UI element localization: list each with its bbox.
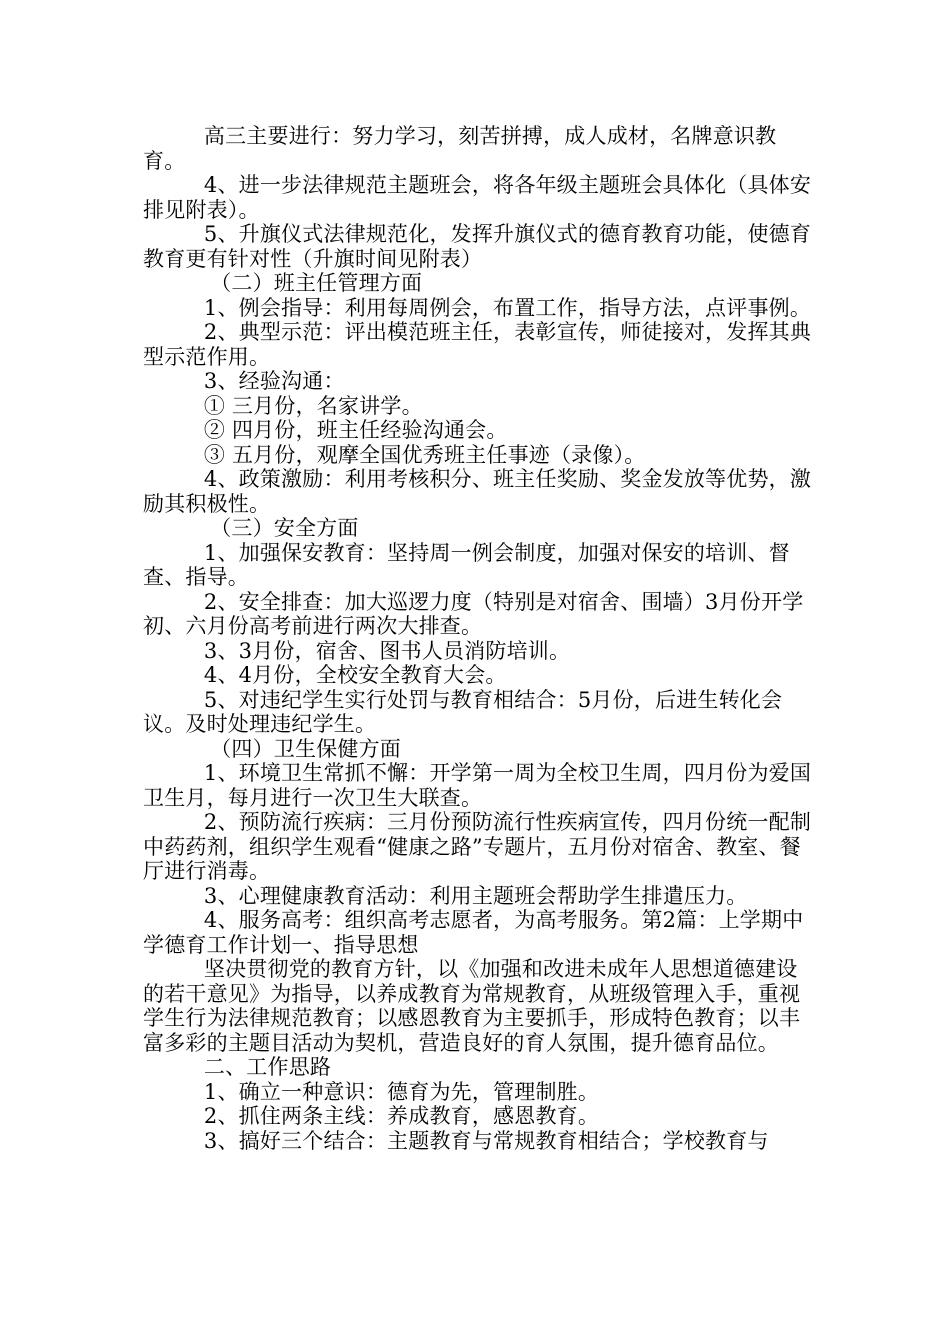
paragraph-discipline: 5、对违纪学生实行处罚与教育相结合：5月份，后进生转化会议。及时处理违纪学生。 [143, 687, 783, 736]
paragraph-environment-hygiene: 1、环境卫生常抓不懈：开学第一周为全校卫生周，四月份为爱国卫生月，每月进行一次卫生大联查。 [143, 761, 812, 810]
paragraph-mental-health: 3、心理健康教育活动：利用主题班会帮助学生排遣压力。 [203, 883, 748, 908]
paragraph-senior-three-education: 高三主要进行：努力学习，刻苦拼搏，成人成材，名牌意识教育。 [143, 124, 777, 173]
paragraph-guiding-ideology: 坚决贯彻党的教育方针，以《加强和改进未成年人思想道德建设的若干意见》为指导，以养成教育为常规教育，从班级管理入手，重视学生行为法律规范教育；以感恩教育为主要抓手，形成特色教育；以丰富多彩的主题目活动为契机，营造良好的育人氛围，提升德育品位。 [143, 957, 801, 1055]
document-body [143, 124, 813, 1153]
paragraph-experience-exchange: 3、经验沟通： [203, 369, 345, 393]
paragraph-fire-training: 3、3月份，宿舍、图书人员消防培训。 [203, 638, 571, 663]
section-heading-work-ideas: 二、工作思路 [203, 1055, 332, 1079]
paragraph-security-training: 1、加强保安教育：坚持周一例会制度，加强对保安的培训、督查、指导。 [143, 540, 790, 589]
paragraph-policy-incentive: 4、政策激励：利用考核积分、班主任奖励、奖金发放等优势，激励其积极性。 [143, 467, 812, 516]
paragraph-safety-assembly: 4、4月份，全校安全教育大会。 [203, 663, 507, 687]
list-item-april: ② 四月份，班主任经验沟通会。 [203, 418, 508, 442]
paragraph-one-awareness: 1、确立一种意识：德育为先，管理制胜。 [203, 1079, 600, 1104]
paragraph-weekly-meeting: 1、例会指导：利用每周例会，布置工作，指导方法，点评事例。 [203, 295, 812, 320]
paragraph-safety-inspection: 2、安全排查：加大巡逻力度（特别是对宿舍、围墙）3月份开学初、六月份高考前进行两次大排查。 [143, 589, 804, 638]
section-heading-safety: （三）安全方面 [210, 516, 359, 540]
section-heading-health: （四）卫生保健方面 [210, 736, 401, 761]
paragraph-two-main-lines: 2、抓住两条主线：养成教育，感恩教育。 [203, 1104, 600, 1128]
paragraph-exam-service: 4、服务高考：组织高考志愿者，为高考服务。第2篇：上学期中学德育工作计划一、指导思想 [143, 908, 804, 957]
paragraph-disease-prevention: 2、预防流行疾病：三月份预防流行性疾病宣传，四月份统一配制中药药剂，组织学生观看“健康之路”专题片，五月份对宿舍、教室、餐厅进行消毒。 [143, 810, 812, 883]
section-heading-class-teacher: （二）班主任管理方面 [210, 271, 423, 295]
paragraph-flag-raising: 5、升旗仪式法律规范化，发挥升旗仪式的德育教育功能，使德育教育更有针对性（升旗时间见附表） [143, 222, 812, 271]
paragraph-theme-class-meeting: 4、进一步法律规范主题班会，将各年级主题班会具体化（具体安排见附表）。 [143, 173, 812, 222]
list-item-march: ① 三月份，名家讲学。 [203, 393, 423, 418]
paragraph-model-demonstration: 2、典型示范：评出模范班主任，表彰宣传，师徒接对，发挥其典型示范作用。 [143, 320, 812, 369]
paragraph-three-combinations: 3、搞好三个结合：主题教育与常规教育相结合；学校教育与 [203, 1128, 769, 1153]
list-item-may: ③ 五月份，观摩全国优秀班主任事迹（录像）。 [203, 442, 646, 467]
